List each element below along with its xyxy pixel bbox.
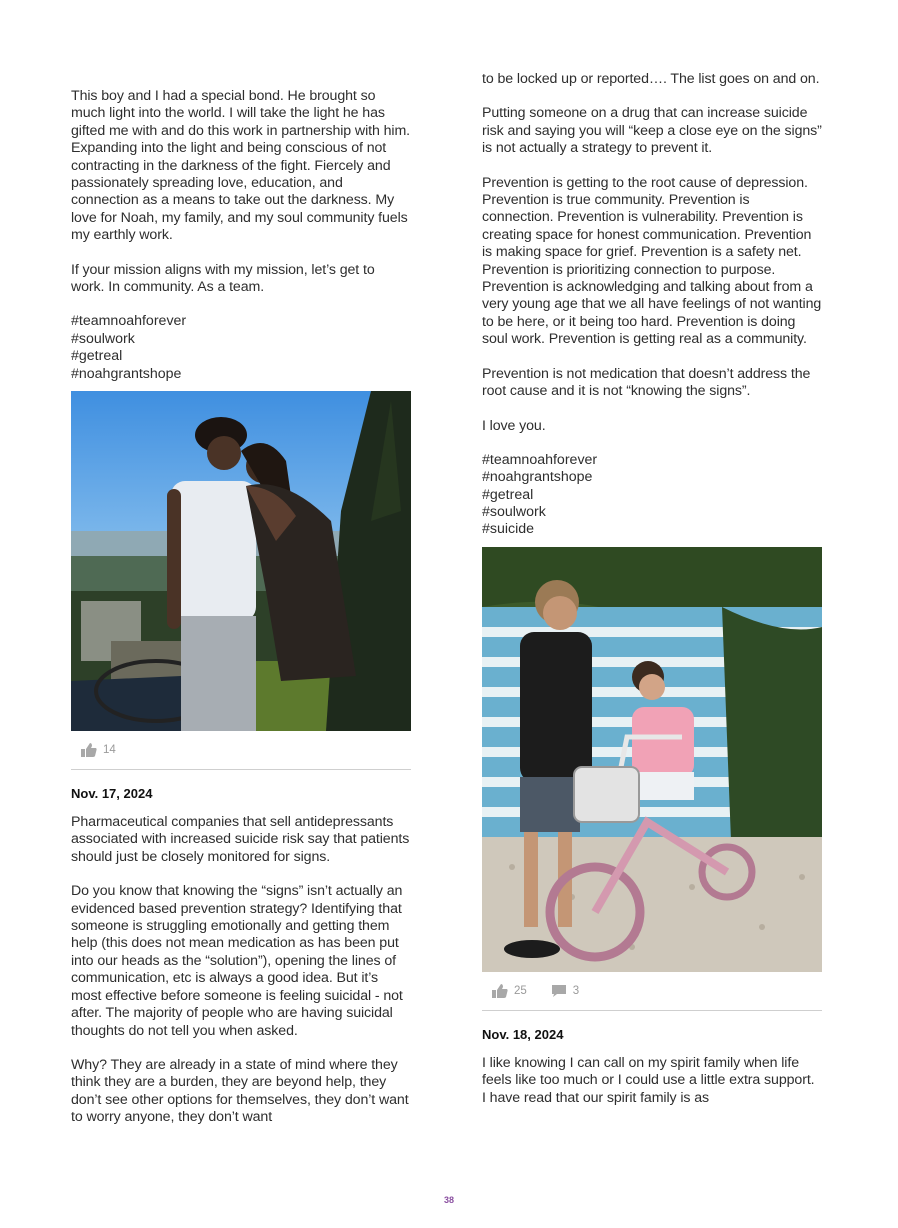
post-date: Nov. 18, 2024 bbox=[482, 1026, 564, 1042]
comment-count: 3 bbox=[572, 984, 580, 997]
hashtag[interactable]: #suicide bbox=[482, 521, 535, 538]
post-paragraph: Putting someone on a drug that can increase suicide risk and saying you will “keep a close eye on the signs” is not actually a strategy to prevent it. bbox=[482, 105, 822, 157]
intro-paragraph: This boy and I had a special bond. He brought so much light into the world. I will take the light he has gifted me with and do this work in partnership with him. Expanding into the light and being conscious of not contracting in the darkness of the fight. Fiercely and passionately spreading love, education, and connection as a means to take out the darkness. My love for Noah, my family, and my soul community fuels my earthly work. bbox=[71, 88, 411, 244]
post-date: Nov. 17, 2024 bbox=[71, 786, 153, 802]
thumbs-up-icon[interactable] bbox=[81, 743, 97, 757]
post-paragraph: Why? They are already in a state of mind where they think they are a burden, they are beyond help, they don’t see other options for themselves, they don’t want to worry anyone, they don’t want bbox=[71, 1056, 409, 1126]
post-paragraph: to be locked up or reported…. The list goes on and on. bbox=[482, 71, 820, 87]
hashtag[interactable]: #getreal bbox=[482, 486, 534, 503]
intro-paragraph: If your mission aligns with my mission, let’s get to work. In community. As a team. bbox=[71, 261, 375, 296]
reactions-bar bbox=[482, 972, 822, 1011]
post-paragraph: I love you. bbox=[482, 417, 546, 434]
hashtag[interactable]: #noahgrantshope bbox=[71, 365, 182, 382]
hashtag[interactable]: #soulwork bbox=[71, 330, 135, 347]
hashtag-list bbox=[71, 313, 411, 383]
thumbs-up-icon[interactable] bbox=[492, 984, 508, 998]
page-number: 38 bbox=[443, 1195, 454, 1205]
hashtag[interactable]: #soulwork bbox=[482, 504, 546, 521]
post-paragraph: Do you know that knowing the “signs” isn’t actually an evidenced based prevention strategy? Identifying that someone is struggling emotionally and getting them help (this does not mean medication as has been put into our heads as the “solution”), opening the lines of communication, etc is always a good idea. But it’s most effective before someone is feeling suicidal - not after. The majority of people who are having suicidal thoughts do not tell you when asked. bbox=[71, 883, 403, 1039]
post-photo bbox=[482, 547, 822, 972]
hashtag[interactable]: #getreal bbox=[71, 348, 123, 365]
post-paragraph: I like knowing I can call on my spirit family when life feels like too much or I could use a little extra support. I have read that our spirit family is as bbox=[482, 1054, 815, 1106]
right-column bbox=[482, 71, 822, 1124]
hashtag[interactable]: #noahgrantshope bbox=[482, 469, 593, 486]
like-count: 14 bbox=[103, 744, 116, 757]
post-paragraph: Prevention is not medication that doesn’t address the root cause and it is not “knowing the signs”. bbox=[482, 365, 811, 400]
reactions-bar bbox=[71, 731, 411, 770]
hashtag-list bbox=[482, 452, 822, 539]
hashtag[interactable]: #teamnoahforever bbox=[482, 451, 598, 468]
left-column bbox=[71, 88, 411, 1144]
hashtag[interactable]: #teamnoahforever bbox=[71, 313, 187, 330]
comment-icon[interactable] bbox=[551, 984, 567, 998]
post-paragraph: Pharmaceutical companies that sell antidepressants associated with increased suicide risk say that patients should just be closely monitored for signs. bbox=[71, 814, 410, 865]
like-count: 25 bbox=[514, 984, 527, 997]
post-paragraph: Prevention is getting to the root cause of depression. Prevention is true community. Prevention is connection. Prevention is vulnerability. Prevention is creating space for honest communication. Prevention is making space for grief. Prevention is a safety net. Prevention is prioritizing connection to purpose. Prevention is acknowledging and talking about from a very young age that we all have feelings of not wanting to be here, or it being too hard. Prevention is doing soul work. Prevention is getting real as a community. bbox=[482, 174, 822, 348]
post-photo bbox=[71, 391, 411, 731]
